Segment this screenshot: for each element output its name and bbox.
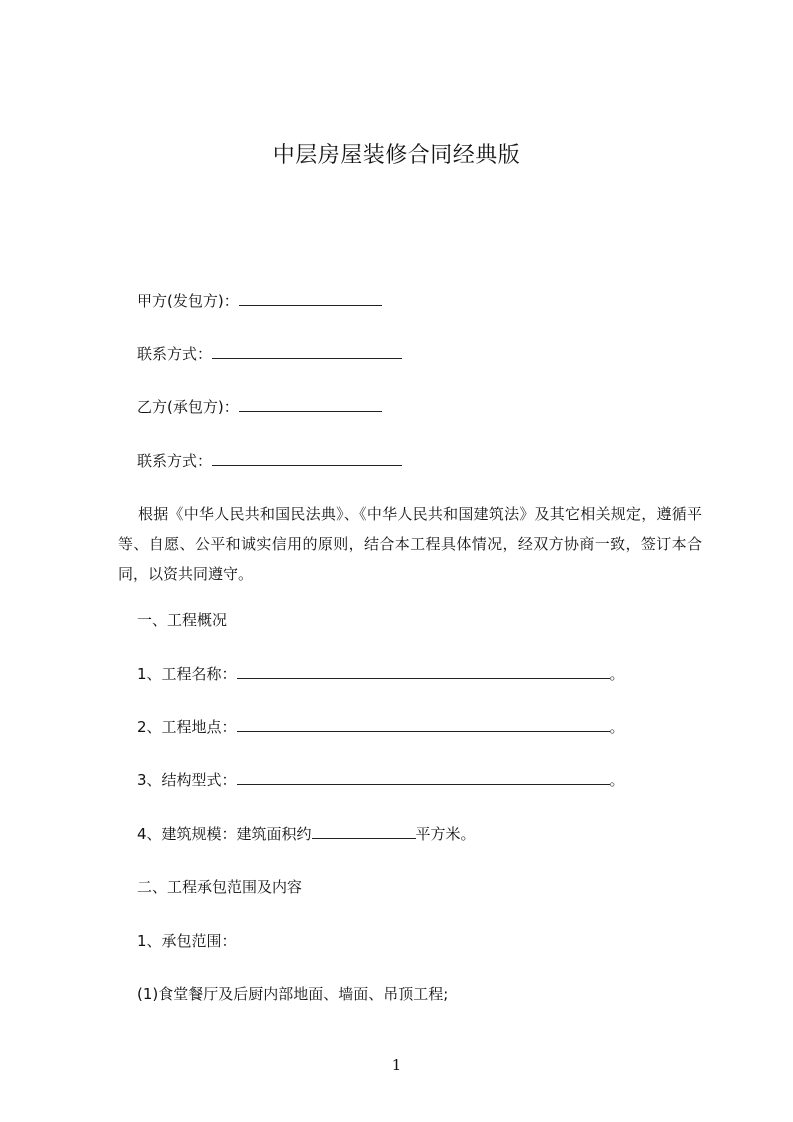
document-title: 中层房屋装修合同经典版: [272, 143, 521, 168]
project-name-label: 1、工程名称：: [137, 665, 237, 683]
building-scale-line: [137, 823, 476, 845]
project-location-blank: [237, 716, 610, 732]
contact-a-label: 联系方式：: [137, 345, 213, 363]
building-scale-label: 4、建筑规模：建筑面积约: [137, 825, 312, 843]
party-b-blank: [239, 396, 382, 412]
contact-a-blank: [212, 343, 402, 359]
party-a-label: 甲方(发包方)：: [137, 292, 239, 310]
contact-b-label: 联系方式：: [137, 452, 213, 470]
section2-heading: 二、工程承包范围及内容: [137, 878, 303, 896]
structure-type-line: [137, 769, 625, 791]
preamble-paragraph: 根据《中华人民共和国民法典》、《中华人民共和国建筑法》及其它相关规定，遵循平等、自愿、公平和诚实信用的原则，结合本工程具体情况，经双方协商一致，签订本合同，以资共同遵守。: [118, 505, 702, 583]
structure-type-blank: [237, 769, 610, 785]
party-a-blank: [239, 290, 382, 306]
section1-heading: 一、工程概况: [137, 611, 228, 629]
party-b-label: 乙方(承包方)：: [137, 398, 239, 416]
structure-type-period: 。: [609, 771, 625, 789]
scope-item-1: (1)食堂餐厅及后厨内部地面、墙面、吊顶工程;: [137, 985, 449, 1003]
party-a-line: [137, 290, 382, 312]
contact-b-blank: [212, 450, 402, 466]
project-location-period: 。: [609, 718, 625, 736]
contact-a-line: [137, 343, 402, 365]
contact-b-line: [137, 450, 402, 472]
scope-label: 1、承包范围：: [137, 932, 237, 950]
project-name-line: [137, 663, 625, 685]
project-location-line: [137, 716, 625, 738]
project-name-blank: [237, 663, 610, 679]
building-scale-unit: 平方米。: [415, 825, 476, 843]
structure-type-label: 3、结构型式：: [137, 771, 237, 789]
building-area-blank: [312, 823, 416, 839]
page-number: 1: [391, 1056, 402, 1074]
project-name-period: 。: [609, 665, 625, 683]
party-b-line: [137, 396, 382, 418]
project-location-label: 2、工程地点：: [137, 718, 237, 736]
